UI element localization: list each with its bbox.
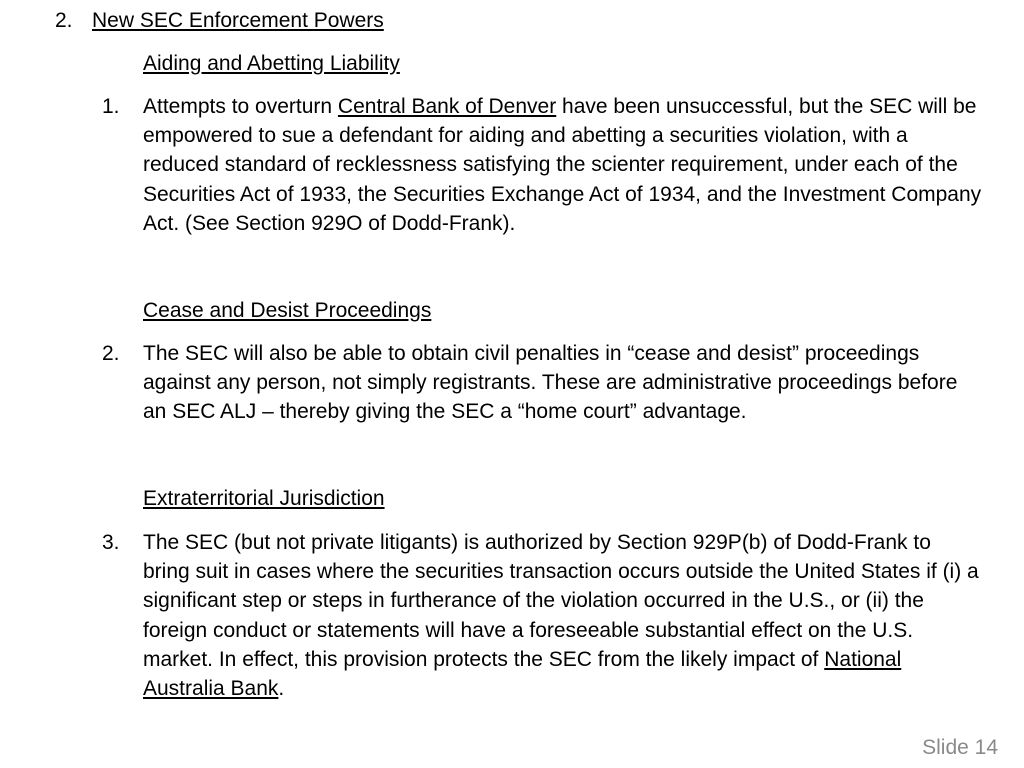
case-link-central-bank-of-denver[interactable]: Central Bank of Denver <box>337 95 557 118</box>
item-number: 2. <box>102 342 120 365</box>
case-link-national-australia-bank[interactable]: National Australia Bank <box>143 647 902 701</box>
item-number: 3. <box>102 531 120 554</box>
heading-title: New SEC Enforcement Powers <box>92 9 384 32</box>
item-number: 1. <box>102 95 120 118</box>
slide-heading <box>55 8 384 34</box>
slide-number: Slide 14 <box>922 736 998 759</box>
item-text: The SEC will also be able to obtain civil penalties in “cease and desist” proceedings against any person, not simply registrants. These are administrative proceedings before an SEC ALJ – thereby giving the SEC a “home court” advantage. <box>143 342 958 424</box>
list-item-extraterritorial <box>102 528 982 703</box>
list-item-cease-desist <box>102 339 982 427</box>
item-text: The SEC (but not private litigants) is authorized by Section 929P(b) of Dodd-Frank to bring suit in cases where the securities transaction occurs outside the United States if (i) a significant step or steps in furtherance of the violation occurred in the U.S., or (ii) the foreign conduct or statements will have a foreseeable substantial effect on the U.S. market. In effect, this provision protects the SEC from the likely impact of National Australia Bank. <box>143 531 979 701</box>
subheading-extraterritorial: Extraterritorial Jurisdiction <box>143 487 385 510</box>
list-item-aiding-abetting <box>102 92 982 238</box>
heading-number: 2. <box>55 9 73 32</box>
subheading-cease-desist: Cease and Desist Proceedings <box>143 299 432 322</box>
subheading-aiding-abetting: Aiding and Abetting Liability <box>143 52 400 75</box>
item-text: Attempts to overturn Central Bank of Denver have been unsuccessful, but the SEC will be empowered to sue a defendant for aiding and abetting a securities violation, with a reduced standard of recklessness satisfying the scienter requirement, under each of the Securities Act of 1933, the Securities Exchange Act of 1934, and the Investment Company Act. (See Section 929O of Dodd-Frank). <box>143 95 982 235</box>
